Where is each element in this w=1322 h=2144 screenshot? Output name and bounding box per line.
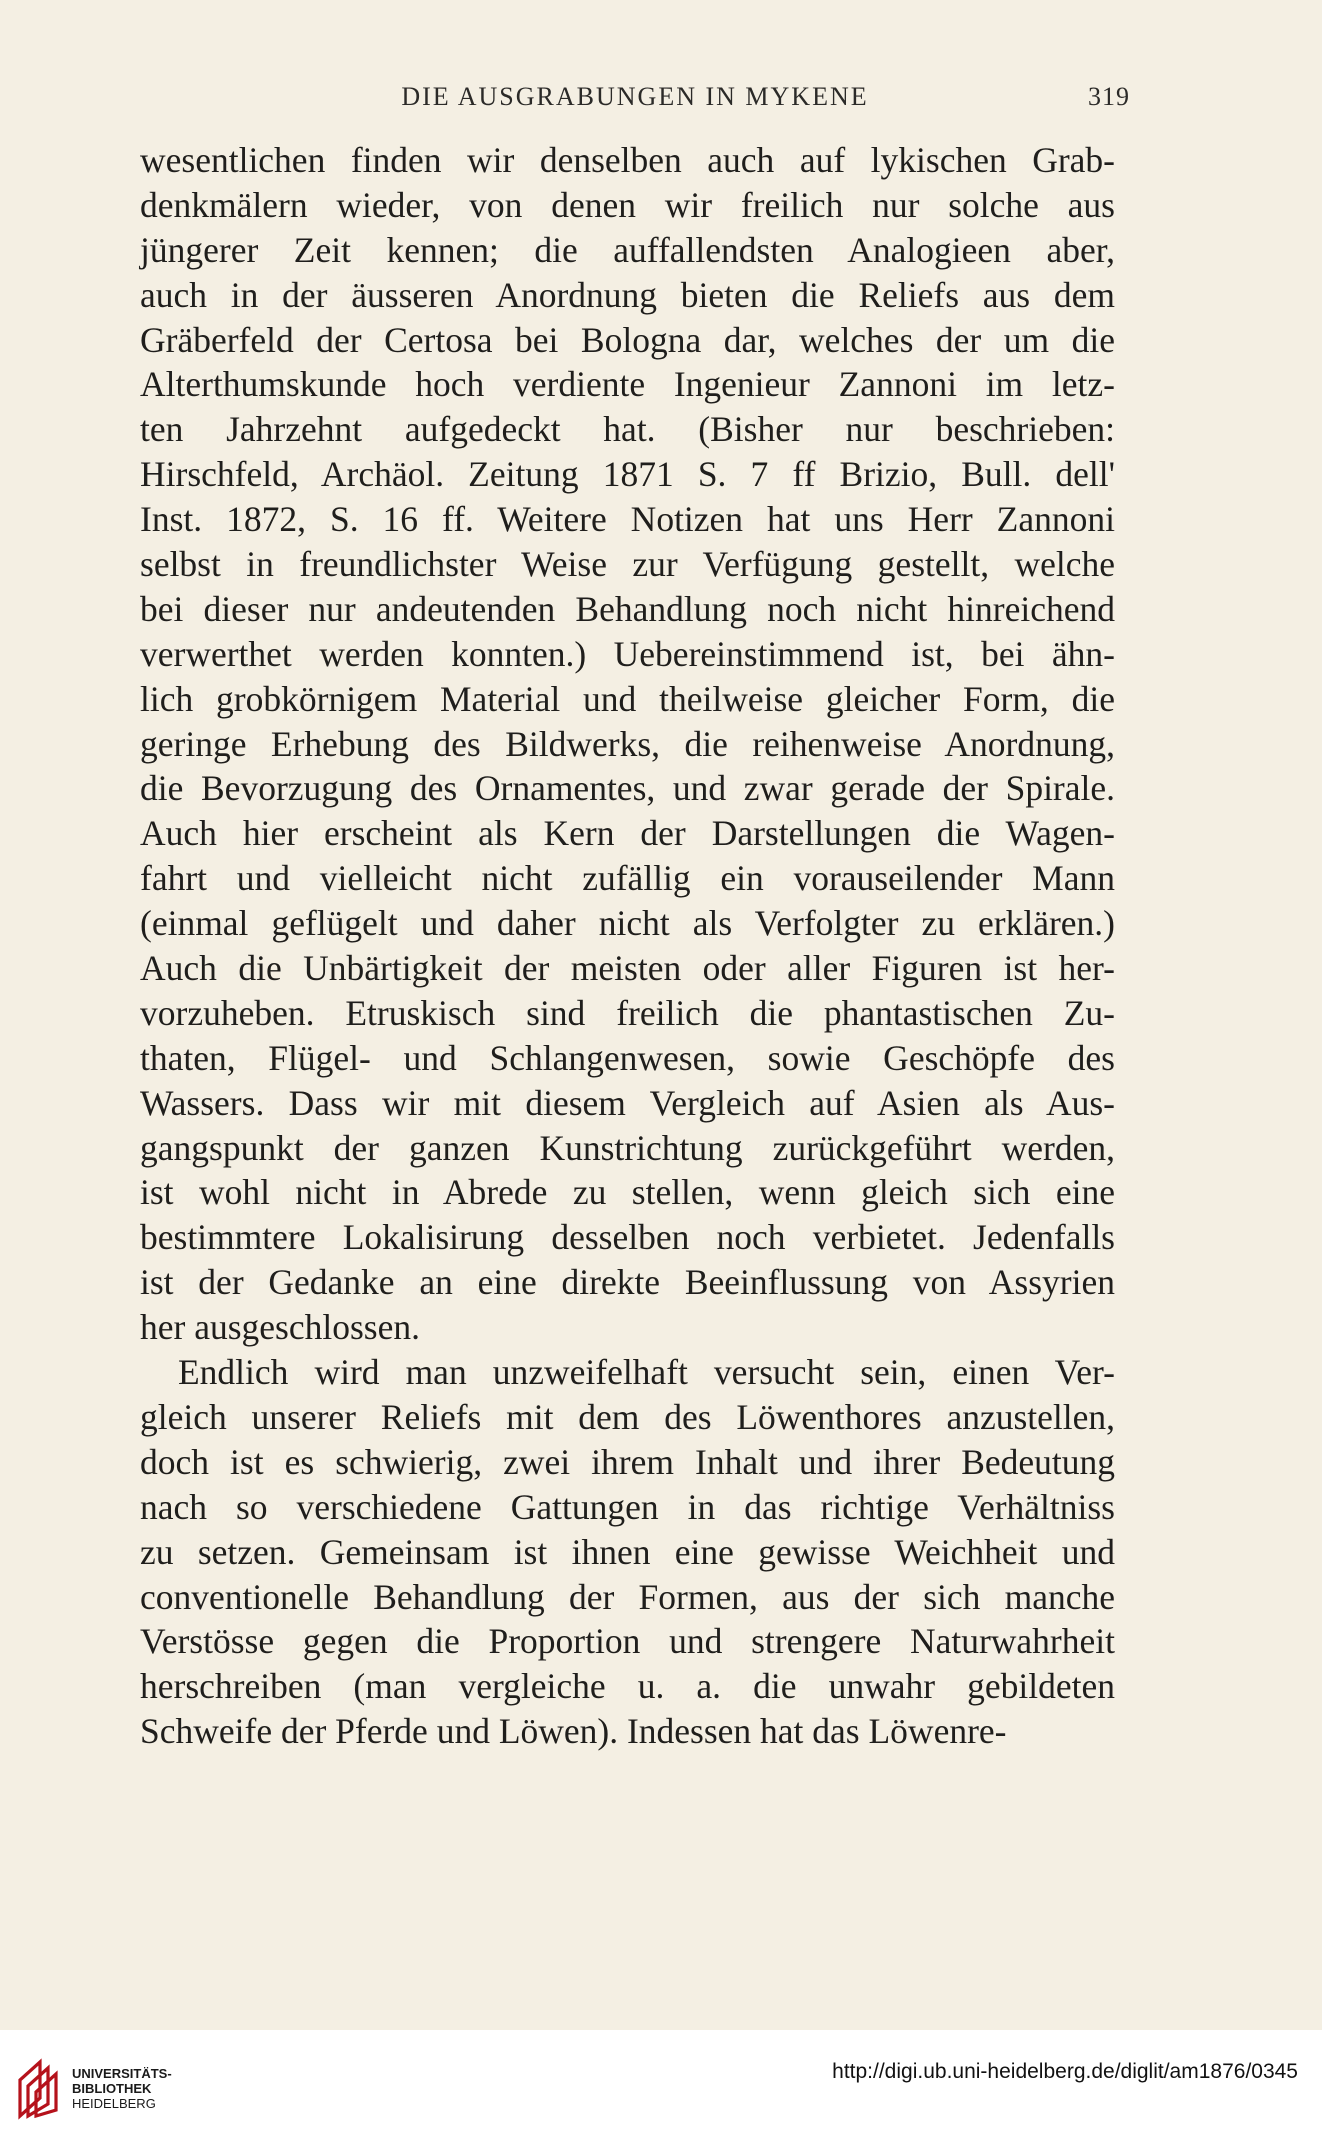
text-line: ist der Gedanke an eine direkte Beeinflussung von Assyrien bbox=[140, 1262, 1115, 1303]
text-line: conventionelle Behandlung der Formen, aus der sich manche bbox=[140, 1576, 1115, 1617]
text-line: lich grobkörnigem Material und theilweise gleicher Form, die bbox=[140, 678, 1115, 719]
library-name bbox=[72, 2066, 172, 2111]
text-line: vorzuheben. Etruskisch sind freilich die phantastischen Zu- bbox=[140, 992, 1115, 1033]
text-line: bestimmtere Lokalisirung desselben noch verbietet. Jedenfalls bbox=[140, 1217, 1115, 1258]
text-line: Auch die Unbärtigkeit der meisten oder aller Figuren ist her- bbox=[140, 948, 1115, 989]
text-line: Verstösse gegen die Proportion und strengere Naturwahrheit bbox=[140, 1621, 1115, 1662]
body-text bbox=[140, 138, 1115, 1754]
text-line: Inst. 1872, S. 16 ff. Weitere Notizen hat uns Herr Zannoni bbox=[140, 499, 1115, 540]
text-line: denkmälern wieder, von denen wir freilich nur solche aus bbox=[140, 184, 1115, 225]
text-line: Auch hier erscheint als Kern der Darstellungen die Wagen- bbox=[140, 813, 1115, 854]
text-line: geringe Erhebung des Bildwerks, die reihenweise Anordnung, bbox=[140, 723, 1115, 764]
source-url-link[interactable]: http://digi.ub.uni-heidelberg.de/diglit/am1876/0345 bbox=[832, 2060, 1298, 2083]
text-line: zu setzen. Gemeinsam ist ihnen eine gewisse Weichheit und bbox=[140, 1531, 1115, 1572]
text-line: ist wohl nicht in Abrede zu stellen, wenn gleich sich eine bbox=[140, 1172, 1115, 1213]
text-line: (einmal geflügelt und daher nicht als Verfolgter zu erklären.) bbox=[140, 903, 1115, 944]
text-line: gleich unserer Reliefs mit dem des Löwenthores anzustellen, bbox=[140, 1396, 1115, 1437]
library-name-line1: UNIVERSITÄTS- bbox=[72, 2066, 172, 2081]
text-line: wesentlichen finden wir denselben auch auf lykischen Grab- bbox=[140, 140, 1115, 180]
text-line: auch in der äusseren Anordnung bieten die Reliefs aus dem bbox=[140, 274, 1115, 315]
page-number: 319 bbox=[1088, 82, 1130, 111]
text-line: jüngerer Zeit kennen; die auffallendsten Analogieen aber, bbox=[140, 229, 1115, 270]
text-line: fahrt und vielleicht nicht zufällig ein vorauseilender Mann bbox=[140, 858, 1115, 899]
text-line: Alterthumskunde hoch verdiente Ingenieur Zannoni im letz- bbox=[140, 364, 1115, 405]
text-line: bei dieser nur andeutenden Behandlung noch nicht hinreichend bbox=[140, 588, 1115, 629]
footer-bar bbox=[0, 2030, 1322, 2144]
text-line: Gräberfeld der Certosa bei Bologna dar, welches der um die bbox=[140, 319, 1115, 360]
text-line: Hirschfeld, Archäol. Zeitung 1871 S. 7 ff Brizio, Bull. dell' bbox=[140, 454, 1115, 495]
library-name-line2: BIBLIOTHEK bbox=[72, 2081, 152, 2096]
text-line: herschreiben (man vergleiche u. a. die unwahr gebildeten bbox=[140, 1666, 1115, 1707]
text-line: ten Jahrzehnt aufgedeckt hat. (Bisher nur beschrieben: bbox=[140, 409, 1115, 450]
text-line: Schweife der Pferde und Löwen). Indessen hat das Löwenre- bbox=[140, 1711, 1007, 1752]
running-head-title: DIE AUSGRABUNGEN IN MYKENE bbox=[401, 82, 869, 111]
text-line: thaten, Flügel- und Schlangenwesen, sowie Geschöpfe des bbox=[140, 1037, 1115, 1078]
text-line: Endlich wird man unzweifelhaft versucht sein, einen Ver- bbox=[178, 1352, 1115, 1393]
library-logo-icon bbox=[16, 2058, 62, 2120]
library-name-line3: HEIDELBERG bbox=[72, 2096, 156, 2111]
text-line: her ausgeschlossen. bbox=[140, 1307, 420, 1348]
text-line: selbst in freundlichster Weise zur Verfügung gestellt, welche bbox=[140, 544, 1115, 585]
text-line: gangspunkt der ganzen Kunstrichtung zurückgeführt werden, bbox=[140, 1127, 1115, 1168]
text-line: Wassers. Dass wir mit diesem Vergleich auf Asien als Aus- bbox=[140, 1082, 1115, 1123]
text-line: doch ist es schwierig, zwei ihrem Inhalt und ihrer Bedeutung bbox=[140, 1441, 1115, 1482]
text-line: verwerthet werden konnten.) Uebereinstimmend ist, bei ähn- bbox=[140, 633, 1115, 674]
text-line: nach so verschiedene Gattungen in das richtige Verhältniss bbox=[140, 1486, 1115, 1527]
running-head bbox=[140, 82, 1130, 122]
text-line: die Bevorzugung des Ornamentes, und zwar gerade der Spirale. bbox=[140, 768, 1115, 809]
